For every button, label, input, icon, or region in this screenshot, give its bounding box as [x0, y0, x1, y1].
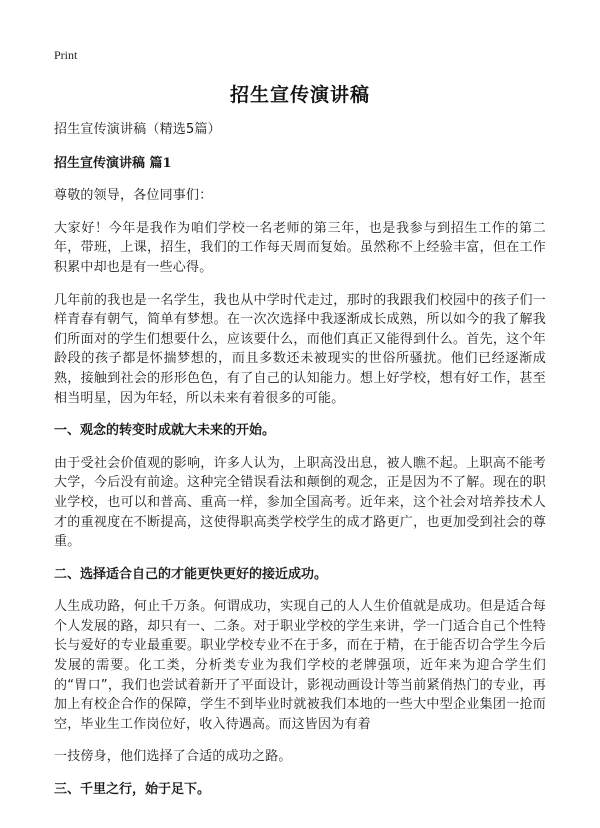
- paragraph-heading-2: 人生成功路，何止千万条。何谓成功，实现自己的人人生价值就是成功。但是适合每个人发展的路，却只有一、二条。对于职业学校的学生来讲，学一门适合自己个性特长与爱好的专业最重要。职业学校专业不在于多，而在于精，在于能否切合学生今后发展的需要。化工类，分析类专业为我们学校的老牌强项，近年来为迎合学生们的“胃口”，我们也尝试着新开了平面设计，影视动画设计等当前紧俏热门的专业，再加上有校企合作的保障，学生不到毕业时就被我们本地的一些大中型企业集团一抢而空，毕业生工作岗位好，收入待遇高。而这皆因为有着: [54, 599, 546, 732]
- paragraph-continuation: 一技傍身，他们选择了合适的成功之路。: [54, 749, 292, 765]
- paragraph-background: 几年前的我也是一名学生，我也从中学时代走过，那时的我跟我们校园中的孩子们一样青春有朝气，简单有梦想。在一次次选择中我逐渐成长成熟，所以如今的我了解我们所面对的学生们想要什么，应该要什么，而他们真正又能得到什么。首先，这个年龄段的孩子都是怀揣梦想的，而且多数还未被现实的世俗所骚扰。他们已经逐渐成熟，接触到社会的形形色色，有了自己的认知能力。想上好学校，想有好工作，甚至相当明星，因为年轻，所以未来有着很多的可能。: [54, 292, 546, 406]
- paragraph-intro: 大家好！今年是我作为咱们学校一名老师的第三年，也是我参与到招生工作的第二年，带班，上课，招生，我们的工作每天周而复始。虽然称不上经验丰富，但在工作积累中却也是有一些心得。: [54, 220, 546, 275]
- heading-1: 一、观念的转变时成就大未来的开始。: [54, 423, 276, 439]
- document-body: [54, 120, 546, 813]
- paragraph-heading-1: 由于受社会价值观的影响，许多人认为，上职高没出息，被人瞧不起。上职高不能考大学，今后没有前途。这种完全错误看法和颠倒的观念，正是因为不了解。现在的职业学校，也可以和普高、重高一样，参加全国高考。近年来，这个社会对培养技术人才的重视度在不断提高，这使得职高类学校学生的成才路更广，也更加受到社会的尊重。: [54, 455, 546, 550]
- section-title: 招生宣传演讲稿 篇1: [54, 155, 172, 171]
- heading-3: 三、千里之行，始于足下。: [54, 782, 211, 798]
- heading-2: 二、选择适合自己的才能更快更好的接近成功。: [54, 566, 328, 582]
- document-title: 招生宣传演讲稿: [229, 84, 370, 106]
- print-link[interactable]: Print: [54, 48, 78, 62]
- salutation: 尊敬的领导，各位同事们：: [54, 188, 213, 204]
- document-subtitle: 招生宣传演讲稿（精选5篇）: [54, 122, 221, 137]
